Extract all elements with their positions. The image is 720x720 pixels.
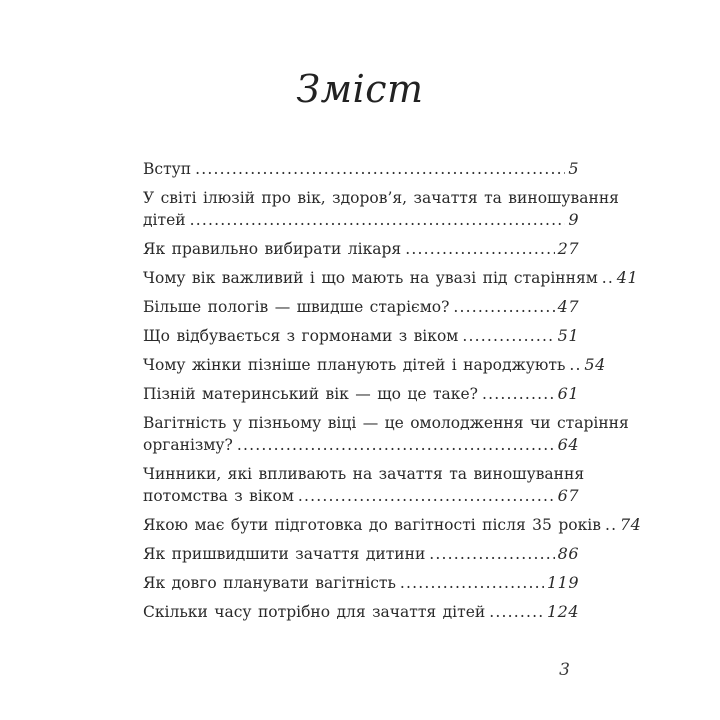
toc-entry <box>143 267 639 289</box>
toc-entry-title: потомства з віком <box>143 487 294 505</box>
toc-entry-page: 9 <box>568 210 579 229</box>
toc-entry-last-line <box>143 434 579 456</box>
toc-entry-last-line <box>143 238 579 260</box>
toc-entry-last-line <box>143 485 579 507</box>
toc-entry-last-line <box>143 543 579 565</box>
toc-entry-page: 5 <box>568 159 579 178</box>
dot-leader <box>400 572 544 594</box>
toc-entry <box>143 412 629 456</box>
toc-entry-title: Вступ <box>143 160 192 178</box>
toc-entry-page: 41 <box>616 268 639 287</box>
page-title: Зміст <box>296 67 424 111</box>
toc-entry <box>143 187 619 231</box>
toc-entry-last-line <box>143 209 579 231</box>
toc-entry-title: Чому вік важливий і що мають на увазі під старінням <box>143 269 598 287</box>
toc-entry-last-line <box>143 158 579 180</box>
toc-entry-page: 74 <box>619 515 642 534</box>
dot-leader <box>602 267 614 289</box>
toc-entry <box>143 543 579 565</box>
dot-leader <box>569 354 581 376</box>
toc-entry-last-line <box>143 383 579 405</box>
dot-leader <box>482 383 555 405</box>
toc-entry-page: 64 <box>557 435 579 454</box>
toc-entry <box>143 158 579 180</box>
toc-entry-last-line <box>143 296 579 318</box>
toc-entry-title: Пізній материнський вік — що це таке? <box>143 385 478 403</box>
dot-leader <box>453 296 554 318</box>
toc-entry <box>143 572 579 594</box>
toc-entry <box>143 325 579 347</box>
toc-entry <box>143 383 579 405</box>
toc-entry-last-line <box>143 572 579 594</box>
toc-entry-page: 61 <box>557 384 579 403</box>
dot-leader <box>462 325 554 347</box>
toc-entry-title: Більше пологів — швидше старіємо? <box>143 298 450 316</box>
toc-entry <box>143 463 585 507</box>
toc-entry-title-line1: Чинники, які впливають на зачаття та виношування <box>143 465 585 483</box>
dot-leader <box>298 485 555 507</box>
dot-leader <box>237 434 555 456</box>
toc-entry-page: 51 <box>557 326 579 345</box>
toc-entry-title: Скільки часу потрібно для зачаття дітей <box>143 603 486 621</box>
dot-leader <box>429 543 554 565</box>
toc-entry-last-line <box>143 267 639 289</box>
dot-leader <box>605 514 617 536</box>
toc-entry <box>143 514 642 536</box>
toc-entry <box>143 296 579 318</box>
toc-entry-page: 86 <box>557 544 579 563</box>
dot-leader <box>190 209 566 231</box>
toc-entry-title: Що відбувається з гормонами з віком <box>143 327 459 345</box>
toc-entry-page: 67 <box>557 486 579 505</box>
toc-entry-page: 27 <box>557 239 579 258</box>
toc-entry-title: дітей <box>143 211 186 229</box>
dot-leader <box>405 238 554 260</box>
toc-entry-title: організму? <box>143 436 233 454</box>
toc-entry-title: Як пришвидшити зачаття дитини <box>143 545 426 563</box>
toc-entry-last-line <box>143 514 642 536</box>
toc-entry <box>143 601 579 623</box>
toc-entry <box>143 354 606 376</box>
toc-entry-page: 119 <box>546 573 579 592</box>
toc-entry-page: 54 <box>584 355 606 374</box>
toc-entry-title: Чому жінки пізніше планують дітей і народжують <box>143 356 566 374</box>
dot-leader <box>489 601 544 623</box>
toc-entry-title: Якою має бути підготовка до вагітності після 35 років <box>143 516 601 534</box>
dot-leader <box>195 158 565 180</box>
toc-entry-page: 47 <box>557 297 579 316</box>
toc-entry-page: 124 <box>546 602 579 621</box>
toc-entry-last-line <box>143 601 579 623</box>
toc-entry-title-line1: У світі ілюзій про вік, здоров’я, зачаття та виношування <box>143 189 619 207</box>
toc-list <box>143 158 642 630</box>
toc-entry <box>143 238 579 260</box>
toc-entry-title-line1: Вагітність у пізньому віці — це омолодження чи старіння <box>143 414 629 432</box>
toc-entry-last-line <box>143 354 606 376</box>
toc-entry-title: Як довго планувати вагітність <box>143 574 396 592</box>
toc-entry-title: Як правильно вибирати лікаря <box>143 240 402 258</box>
toc-entry-last-line <box>143 325 579 347</box>
footer-page-number: 3 <box>559 660 570 680</box>
